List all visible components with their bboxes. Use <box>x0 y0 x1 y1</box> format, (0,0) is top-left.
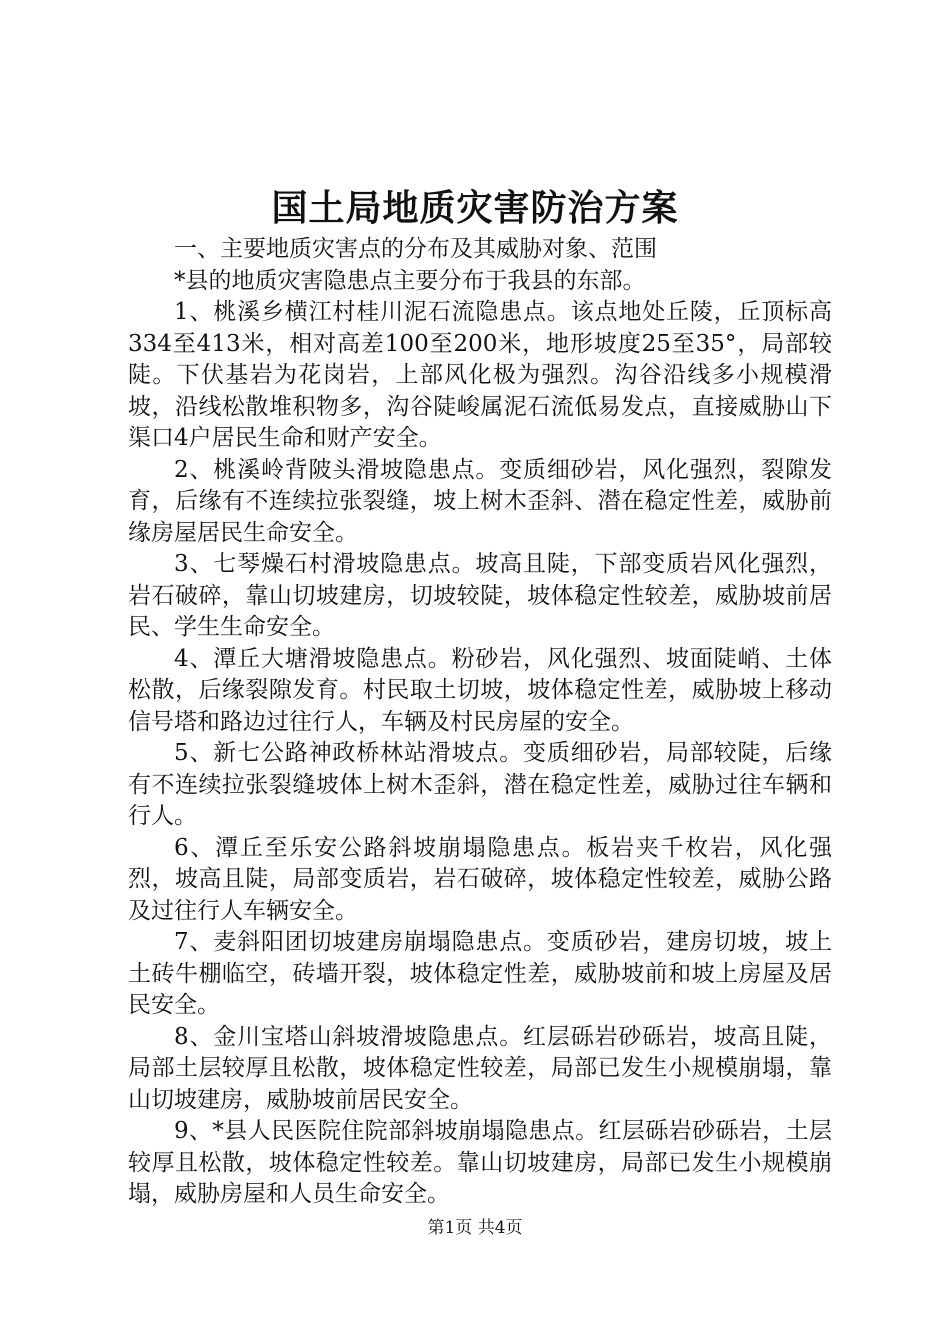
document-title: 国土局地质灾害防治方案 <box>271 187 679 229</box>
paragraph-item-6: 6、潭丘至乐安公路斜坡崩塌隐患点。板岩夹千枚岩，风化强烈，坡高且陡，局部变质岩，岩石破碎，坡体稳定性较差，威胁公路及过往行人车辆安全。 <box>128 834 832 924</box>
paragraph-item-9: 9、*县人民医院住院部斜坡崩塌隐患点。红层砾岩砂砾岩，土层较厚且松散，坡体稳定性较差。靠山切坡建房，局部已发生小规模崩塌，威胁房屋和人员生命安全。 <box>128 1118 832 1207</box>
paragraph-item-5: 5、新七公路神政桥林站滑坡点。变质细砂岩，局部较陡，后缘有不连续拉张裂缝坡体上树木歪斜，潜在稳定性差，威胁过往车辆和行人。 <box>128 740 832 829</box>
paragraph-item-8: 8、金川宝塔山斜坡滑坡隐患点。红层砾岩砂砾岩，坡高且陡，局部土层较厚且松散，坡体稳定性较差，局部已发生小规模崩塌，靠山切坡建房，威胁坡前居民安全。 <box>128 1023 832 1113</box>
paragraph-intro: *县的地质灾害隐患点主要分布于我县的东部。 <box>174 267 646 294</box>
paragraph-item-2: 2、桃溪岭背陂头滑坡隐患点。变质细砂岩，风化强烈，裂隙发育，后缘有不连续拉张裂缝，坡上树木歪斜、潜在稳定性差，威胁前缘房屋居民生命安全。 <box>128 456 832 546</box>
paragraph-item-3: 3、七琴燥石村滑坡隐患点。坡高且陡，下部变质岩风化强烈，岩石破碎，靠山切坡建房，切坡较陡，坡体稳定性较差，威胁坡前居民、学生生命安全。 <box>128 551 832 640</box>
page-number-footer: 第1页 共4页 <box>427 1218 523 1238</box>
paragraph-item-1: 1、桃溪乡横江村桂川泥石流隐患点。该点地处丘陵，丘顶标高334至413米，相对高差100至200米，地形坡度25至35°，局部较陡。下伏基岩为花岗岩，上部风化极为强烈。沟谷沿线多小规模滑坡，沿线松散堆积物多，沟谷陡峻属泥石流低易发点，直接威胁山下渠口4户居民生命和财产安全。 <box>128 299 832 451</box>
document-body <box>128 234 832 1211</box>
paragraph-item-4: 4、潭丘大塘滑坡隐患点。粉砂岩，风化强烈、坡面陡峭、土体松散，后缘裂隙发育。村民取土切坡，坡体稳定性差，威胁坡上移动信号塔和路边过往行人，车辆及村民房屋的安全。 <box>128 645 832 735</box>
section-heading: 一、主要地质灾害点的分布及其威胁对象、范围 <box>174 236 657 262</box>
paragraph-item-7: 7、麦斜阳团切坡建房崩塌隐患点。变质砂岩，建房切坡，坡上土砖牛棚临空，砖墙开裂，坡体稳定性差，威胁坡前和坡上房屋及居民安全。 <box>128 929 832 1018</box>
